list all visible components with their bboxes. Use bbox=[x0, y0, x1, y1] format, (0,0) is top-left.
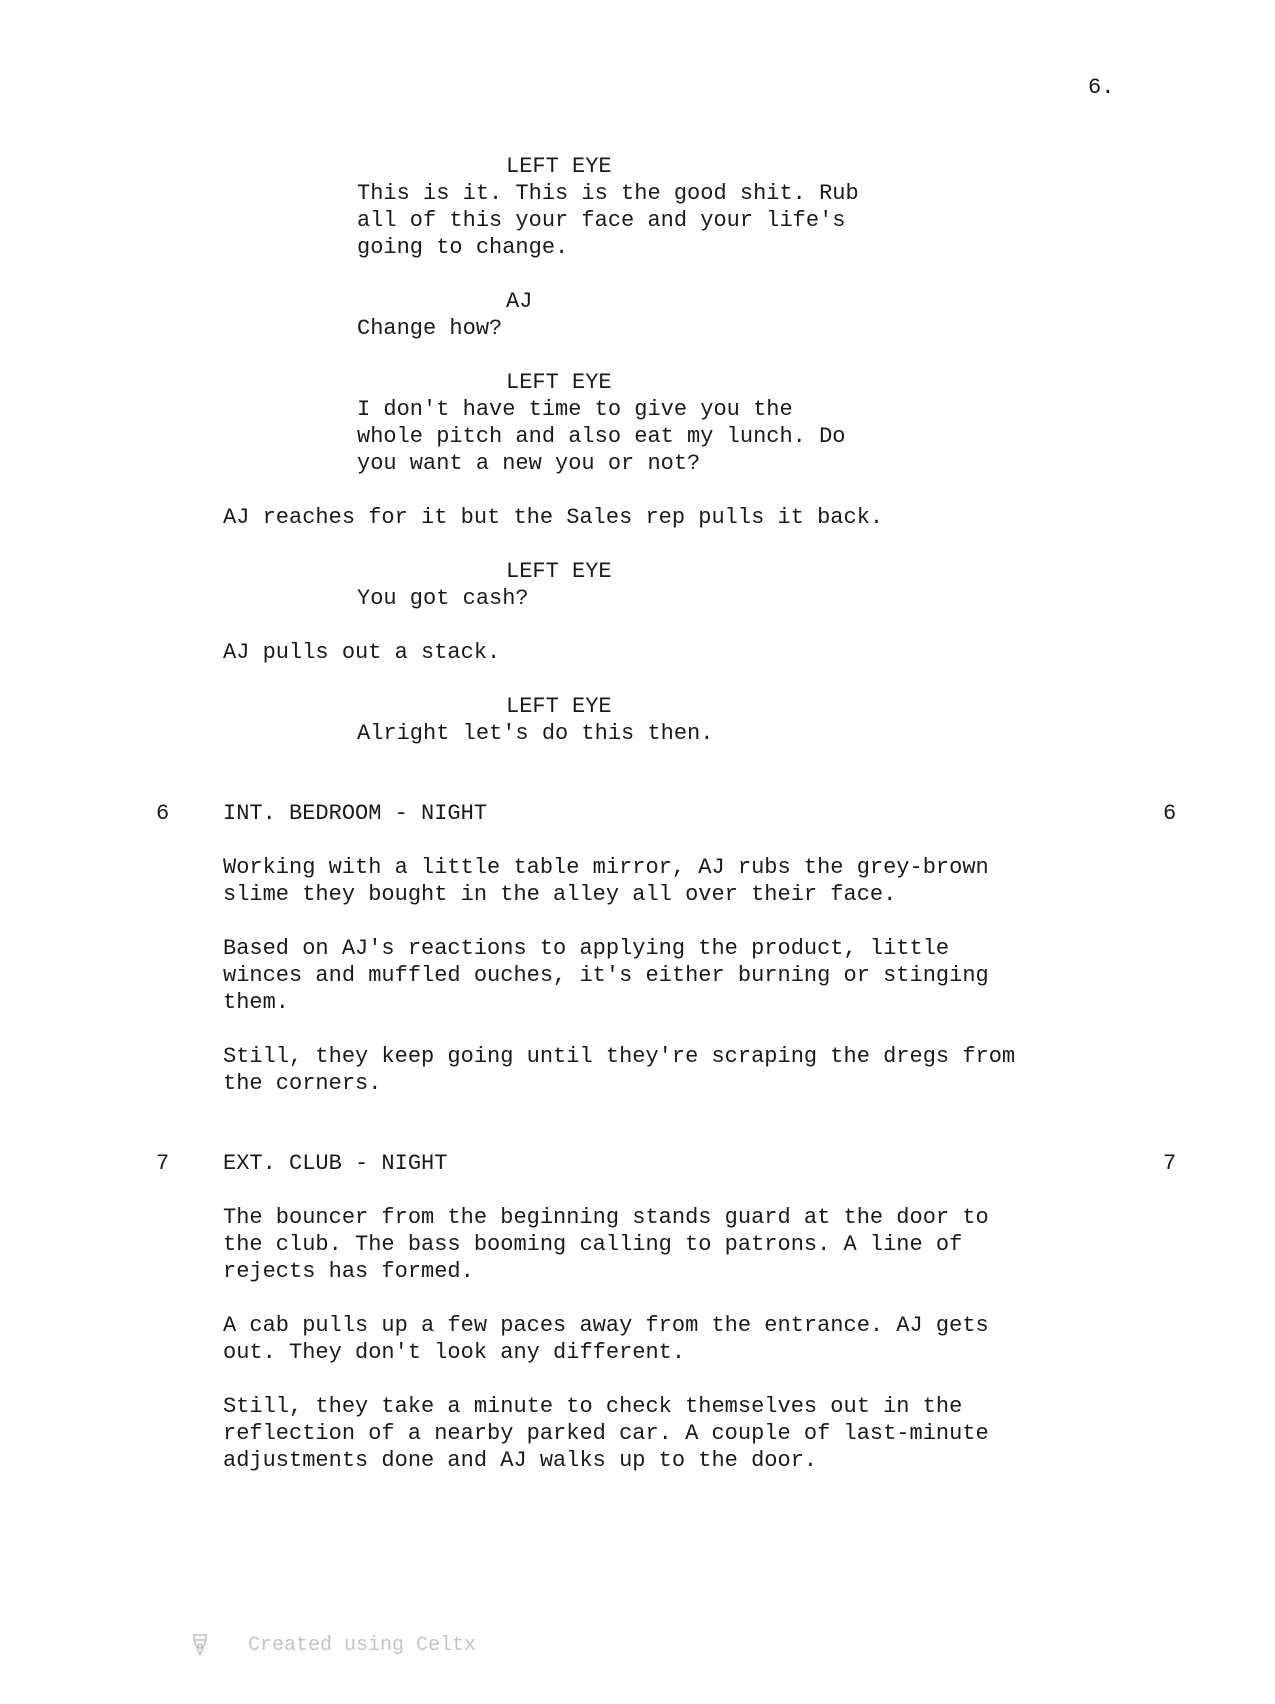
action-line: the club. The bass booming calling to patrons. A line of bbox=[223, 1232, 963, 1257]
action-line: Working with a little table mirror, AJ rubs the grey-brown bbox=[223, 855, 989, 880]
action-line: winces and muffled ouches, it's either burning or stinging bbox=[223, 963, 989, 988]
dialogue-line: I don't have time to give you the bbox=[357, 397, 793, 422]
scene-heading: INT. BEDROOM - NIGHT bbox=[223, 801, 488, 826]
dialogue-line: you want a new you or not? bbox=[357, 451, 701, 476]
action-line: AJ pulls out a stack. bbox=[223, 640, 501, 665]
character-name: LEFT EYE bbox=[506, 694, 612, 719]
dialogue-line: This is it. This is the good shit. Rub bbox=[357, 181, 859, 206]
scene-heading: EXT. CLUB - NIGHT bbox=[223, 1151, 448, 1176]
action-line: A cab pulls up a few paces away from the entrance. AJ gets bbox=[223, 1313, 989, 1338]
action-line: them. bbox=[223, 990, 290, 1015]
action-line: reflection of a nearby parked car. A couple of last-minute bbox=[223, 1421, 989, 1446]
action-line: adjustments done and AJ walks up to the door. bbox=[223, 1448, 818, 1473]
action-line: out. They don't look any different. bbox=[223, 1340, 686, 1365]
action-line: Still, they take a minute to check themselves out in the bbox=[223, 1394, 963, 1419]
scene-number-right: 7 bbox=[1163, 1151, 1177, 1176]
action-line: Still, they keep going until they're scraping the dregs from bbox=[223, 1044, 1016, 1069]
page-number: 6. bbox=[1088, 75, 1115, 100]
scene-number-right: 6 bbox=[1163, 801, 1177, 826]
footer-watermark bbox=[190, 1586, 476, 1704]
dialogue-line: You got cash? bbox=[357, 586, 529, 611]
pen-nib-icon bbox=[190, 1586, 238, 1704]
action-line: AJ reaches for it but the Sales rep pulls it back. bbox=[223, 505, 884, 530]
action-line: slime they bought in the alley all over their face. bbox=[223, 882, 897, 907]
action-line: the corners. bbox=[223, 1071, 382, 1096]
dialogue-line: going to change. bbox=[357, 235, 569, 260]
footer-text: Created using Celtx bbox=[248, 1633, 477, 1657]
dialogue-line: all of this your face and your life's bbox=[357, 208, 846, 233]
action-line: Based on AJ's reactions to applying the product, little bbox=[223, 936, 950, 961]
scene-number-left: 7 bbox=[156, 1151, 170, 1176]
dialogue-line: whole pitch and also eat my lunch. Do bbox=[357, 424, 846, 449]
character-name: LEFT EYE bbox=[506, 370, 612, 395]
character-name: AJ bbox=[506, 289, 533, 314]
action-line: rejects has formed. bbox=[223, 1259, 474, 1284]
action-line: The bouncer from the beginning stands guard at the door to bbox=[223, 1205, 989, 1230]
scene-number-left: 6 bbox=[156, 801, 170, 826]
character-name: LEFT EYE bbox=[506, 559, 612, 584]
dialogue-line: Change how? bbox=[357, 316, 503, 341]
dialogue-line: Alright let's do this then. bbox=[357, 721, 714, 746]
character-name: LEFT EYE bbox=[506, 154, 612, 179]
